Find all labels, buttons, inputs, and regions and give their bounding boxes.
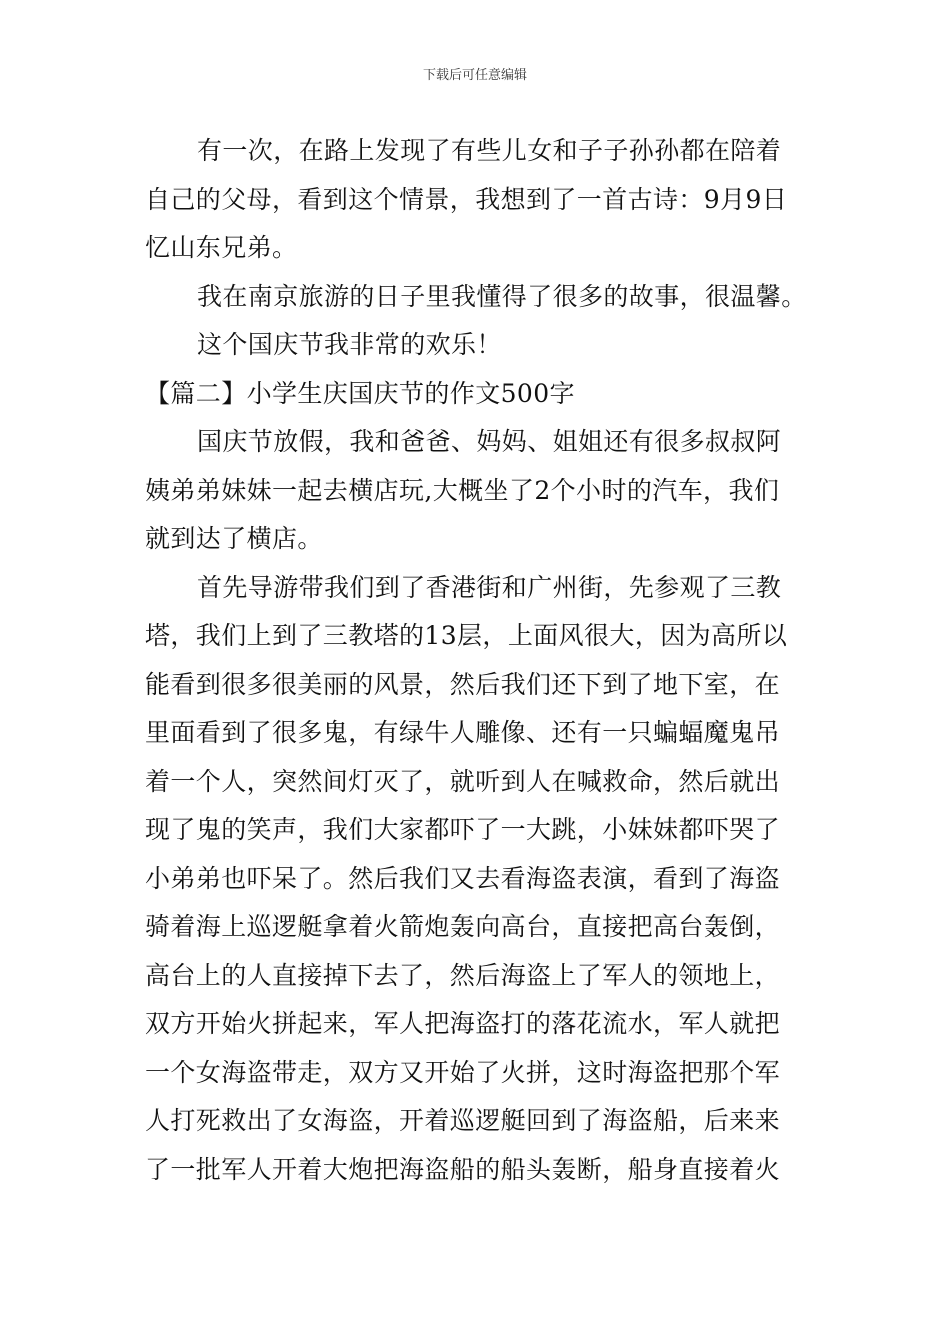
paragraph: 这个国庆节我非常的欢乐！ (197, 330, 502, 359)
paragraph: 有一次，在路上发现了有些儿女和子子孙孙都在陪着 自己的父母，看到这个情景，我想到了一首古诗：9月9日 忆山东兄弟。 (145, 136, 788, 262)
paragraph: 国庆节放假，我和爸爸、妈妈、姐姐还有很多叔叔阿 姨弟弟妹妹一起去横店玩,大概坐了2个小时的汽车，我们 就到达了横店。 (145, 427, 782, 553)
paragraph: 首先导游带我们到了香港街和广州街，先参观了三教 塔，我们上到了三教塔的13层，上面风很大，因为高所以 能看到很多很美丽的风景，然后我们还下到了地下室，在 里面看到了很多鬼，有绿牛人雕像、还有一只蝙蝠魔鬼吊 着一个人，突然间灯灭了，就听到人在喊救命，然后就出 现了鬼的笑声，我们大家都吓了一大跳，小妹妹都吓哭了 小弟弟也吓呆了。然后我们又去看海盗表演，看到了海盗 骑着海上巡逻艇拿着火箭炮轰向高台，直接把高台轰倒， 高台上的人直接掉下去了，然后海盗上了军人的领地上， 双方开始火拼起来，军人把海盗打的落花流水，军人就把 一个女海盗带走，双方又开始了火拼，这时海盗把那个军 人打死救出了女海盗，开着巡逻艇回到了海盗船，后来来 了一批军人开着大炮把海盗船的船头轰断，船身直接着火 (145, 572, 788, 1184)
section-heading: 【篇二】小学生庆国庆节的作文500字 (145, 378, 575, 408)
page-header-note: 下载后可任意编辑 (422, 68, 527, 83)
document-body (145, 127, 815, 1194)
paragraph: 我在南京旅游的日子里我懂得了很多的故事，很温馨。 (197, 281, 807, 311)
